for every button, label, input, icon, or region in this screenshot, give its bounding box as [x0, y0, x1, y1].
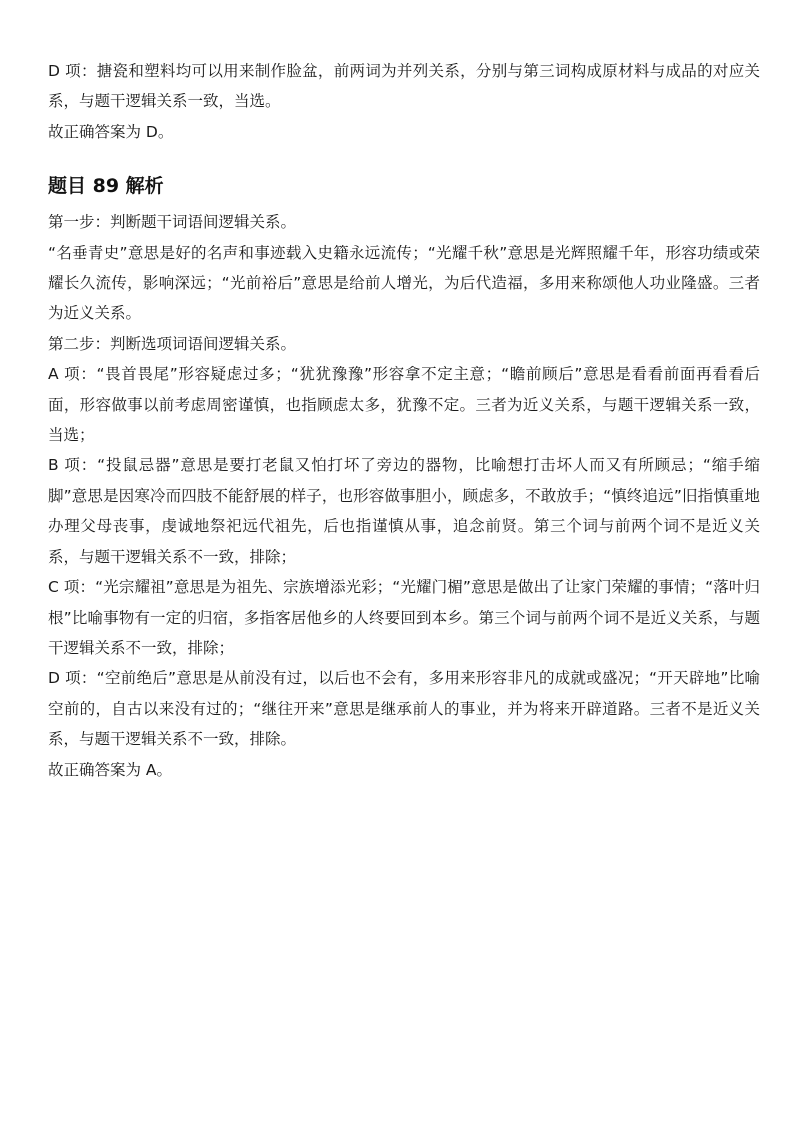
step-two: 第二步：判断选项词语间逻辑关系。 — [48, 334, 297, 353]
section-title: 题目 89 解析 — [48, 175, 164, 198]
prev-answer: 故正确答案为 D。 — [48, 122, 174, 141]
prev-option-d: D 项：搪瓷和塑料均可以用来制作脸盆，前两词为并列关系，分别与第三词构成原材料与成品的对应关系，与题干逻辑关系一致，当选。 — [48, 62, 760, 111]
step-one: 第一步：判断题干词语间逻辑关系。 — [48, 213, 297, 232]
option-b: B 项：“投鼠忌器”意思是要打老鼠又怕打坏了旁边的器物，比喻想打击坏人而又有所顾忌；“缩手缩脚”意思是因寒冷而四肢不能舒展的样子，也形容做事胆小，顾虑多，不敢放手；“慎终追远”旧指慎重地办理父母丧事，虔诚地祭祀远代祖先，后也指谨慎从事，追念前贤。第三个词与前两个词不是近义关系，与题干逻辑关系不一致，排除； — [48, 456, 760, 566]
stem-analysis: “名垂青史”意思是好的名声和事迹载入史籍永远流传；“光耀千秋”意思是光辉照耀千年，形容功绩或荣耀长久流传，影响深远；“光前裕后”意思是给前人增光，为后代造福，多用来称颂他人功业隆盛。三者为近义关系。 — [48, 243, 760, 323]
option-d: D 项：“空前绝后”意思是从前没有过，以后也不会有，多用来形容非凡的成就或盛况；“开天辟地”比喻空前的，自古以来没有过的；“继往开来”意思是继承前人的事业，并为将来开辟道路。三者不是近义关系，与题干逻辑关系不一致，排除。 — [48, 669, 760, 749]
document-page — [48, 56, 760, 785]
option-c: C 项：“光宗耀祖”意思是为祖先、宗族增添光彩；“光耀门楣”意思是做出了让家门荣耀的事情；“落叶归根”比喻事物有一定的归宿，多指客居他乡的人终要回到本乡。第三个词与前两个词不是近义关系，与题干逻辑关系不一致，排除； — [48, 578, 760, 657]
option-a: A 项：“畏首畏尾”形容疑虑过多；“犹犹豫豫”形容拿不定主意；“瞻前顾后”意思是看看前面再看看后面，形容做事以前考虑周密谨慎，也指顾虑太多，犹豫不定。三者为近义关系，与题干逻辑关系一致，当选； — [48, 365, 760, 445]
final-answer: 故正确答案为 A。 — [48, 760, 173, 779]
